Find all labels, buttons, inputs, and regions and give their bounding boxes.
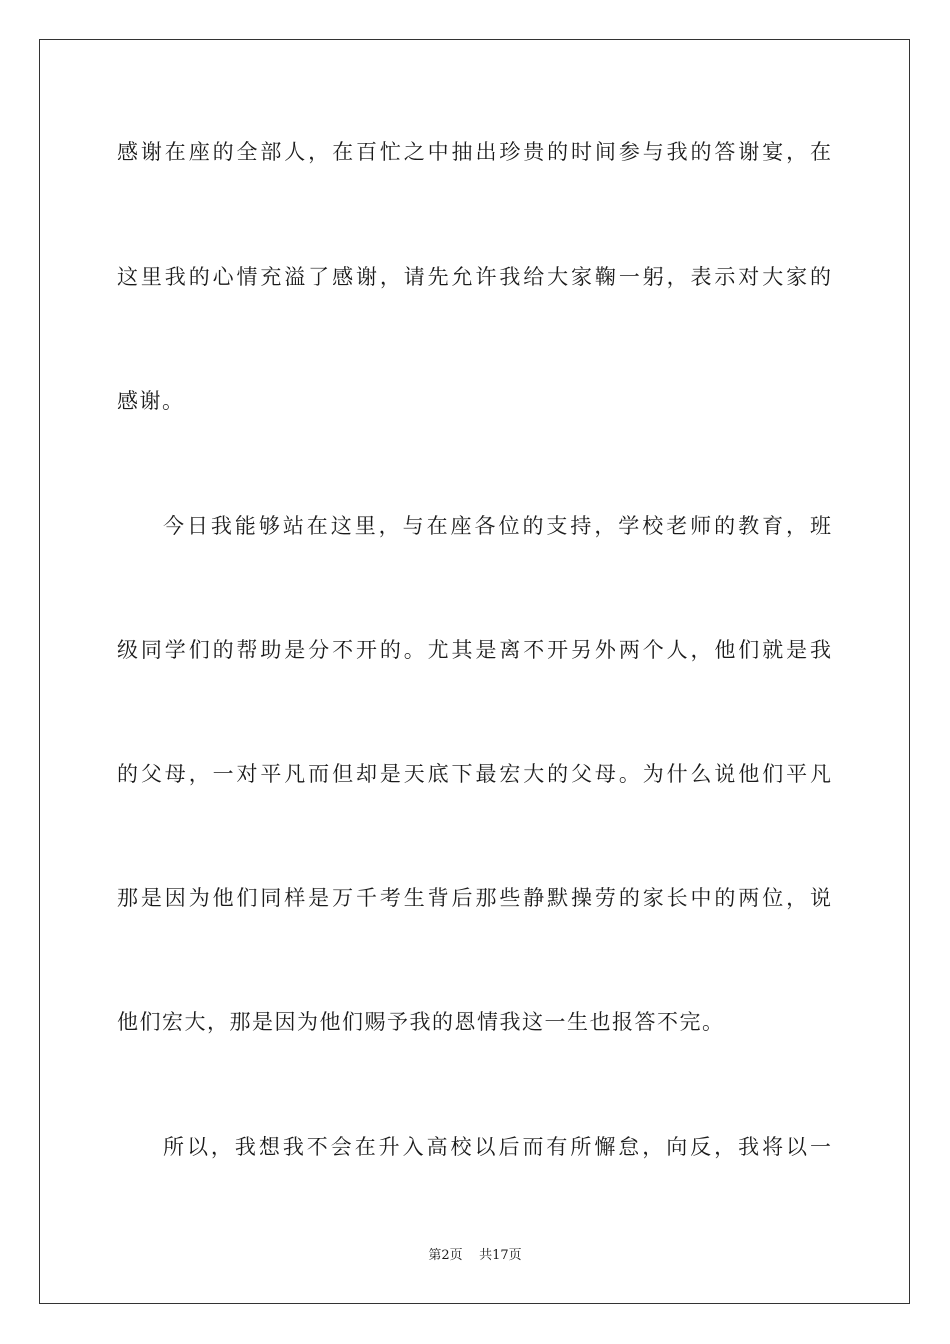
text-line-4: 今日我能够站在这里，与在座各位的支持，学校老师的教育，班	[163, 514, 831, 538]
text-line-6: 的父母，一对平凡而但却是天底下最宏大的父母。为什么说他们平凡	[117, 762, 831, 786]
page-total: 共17页	[479, 1248, 522, 1263]
text-line-5: 级同学们的帮助是分不开的。尤其是离不开另外两个人，他们就是我	[117, 638, 831, 662]
text-line-8: 他们宏大，那是因为他们赐予我的恩情我这一生也报答不完。	[117, 1010, 725, 1034]
text-line-3: 感谢。	[117, 389, 185, 413]
page-footer	[0, 1248, 950, 1264]
page-frame	[39, 39, 910, 1304]
text-line-2: 这里我的心情充溢了感谢，请先允许我给大家鞠一躬，表示对大家的	[117, 265, 831, 289]
page-number: 第2页	[428, 1248, 463, 1263]
text-line-7: 那是因为他们同样是万千考生背后那些静默操劳的家长中的两位，说	[117, 886, 831, 910]
text-line-1: 感谢在座的全部人，在百忙之中抽出珍贵的时间参与我的答谢宴，在	[117, 140, 831, 164]
text-line-9: 所以，我想我不会在升入高校以后而有所懈怠，向反，我将以一	[163, 1135, 831, 1159]
